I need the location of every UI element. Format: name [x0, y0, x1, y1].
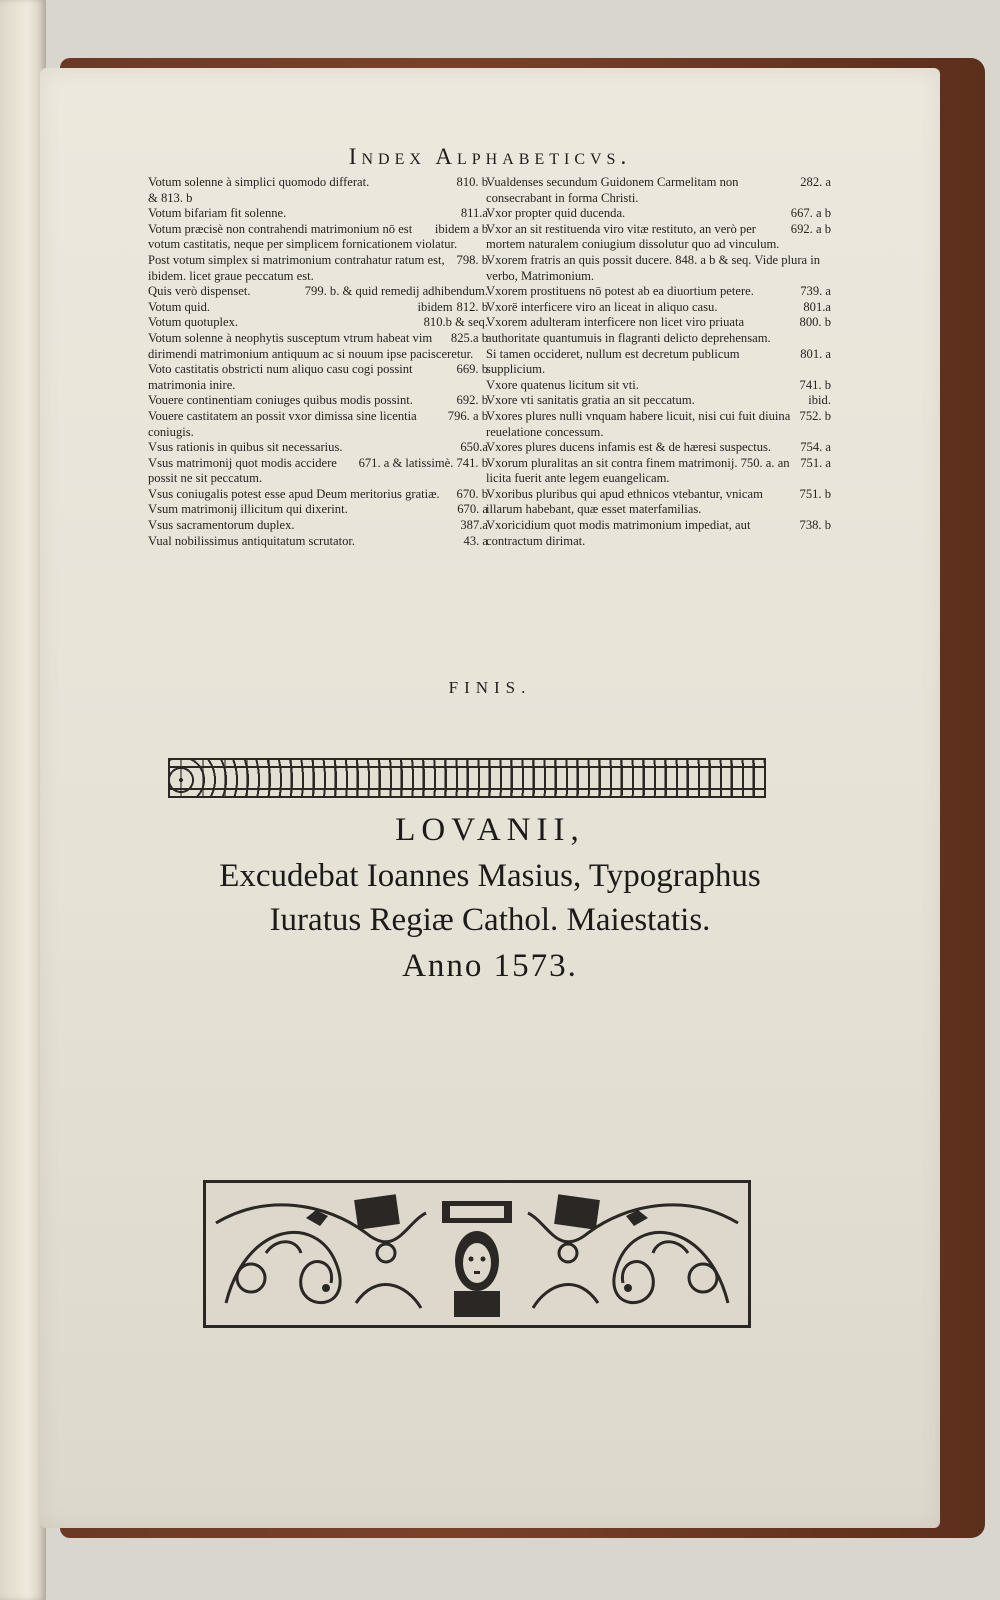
index-entry-reference: 798. b — [456, 252, 488, 267]
index-entry-text: Vxor propter quid ducenda. — [486, 206, 626, 221]
imprint-privilege: Iuratus Regiæ Cathol. Maiestatis. — [269, 902, 711, 938]
index-entry-text: Vxorem fratris an quis possit ducere. 848. a b & seq. Vide plura in verbo, Matrimonium. — [486, 252, 821, 283]
index-entry-text: Vouere continentiam coniuges quibus modis possint. — [148, 393, 413, 408]
index-entry-text: Vxoricidium quot modis matrimonium impediat, aut contractum dirimat. — [486, 518, 751, 548]
index-entry-reference: 741. b — [799, 377, 831, 392]
index-entry-text: Vxorem prostituens nō potest ab ea diuortium petere. — [486, 284, 754, 299]
index-entry-text: Vualdenses secundum Guidonem Carmelitam non consecrabant in forma Christi. — [486, 175, 739, 205]
index-entry — [148, 456, 488, 487]
index-entry — [486, 175, 831, 206]
index-entry-text: Quis verò dispenset. — [148, 284, 251, 299]
index-entry-reference: 800. b — [799, 315, 831, 330]
index-entry-text: Vxore quatenus licitum sit vti. — [486, 377, 639, 392]
index-entry — [148, 502, 488, 518]
index-entry-text: Votum bifariam fit solenne. — [148, 206, 287, 221]
index-entry-text: & 813. b — [148, 190, 193, 205]
index-entry-reference: 669. b — [456, 362, 488, 377]
index-entry-text: Vxorum pluralitas an sit contra finem matrimonij. 750. a. an licita fuerit ante legem euangelicam. — [486, 455, 790, 486]
index-entry-reference: ibidem a b — [434, 221, 488, 236]
index-entry — [486, 440, 831, 456]
index-entry-reference: 801.a — [803, 299, 831, 314]
index-entry-text: Vsus coniugalis potest esse apud Deum meritorius gratiæ. — [148, 486, 440, 501]
index-entry-text: Votum solenne à neophytis susceptum vtrum habeat vim dirimendi matrimonium antiquum ac si nouum ipse pacisceretur. — [148, 330, 474, 361]
index-entry-text: Votum quotuplex. — [148, 315, 239, 330]
index-entry — [148, 409, 488, 440]
index-entry — [148, 518, 488, 534]
index-entry — [148, 206, 488, 222]
finis-text: FINIS. — [448, 678, 532, 697]
index-entry-reference: 692. a b — [790, 221, 831, 236]
index-entry-reference: 811.a — [460, 206, 488, 221]
index-entry — [148, 393, 488, 409]
index-entry-reference: 801. a — [800, 346, 831, 361]
index-entry — [486, 487, 831, 518]
index-entry-reference: 670. a — [457, 502, 488, 517]
index-entry-reference: 282. a — [800, 175, 831, 189]
index-entry — [486, 222, 831, 253]
index-entry-reference: 799. b. & quid remedij adhibendum. — [304, 284, 488, 299]
index-entry — [148, 331, 488, 362]
index-entry — [148, 534, 488, 550]
index-entry-reference: 752. b — [799, 408, 831, 423]
index-entry-reference: 671. a & latissimè. 741. b — [358, 455, 488, 470]
index-entry-text: Vouere castitatem an possit vxor dimissa sine licentia coniugis. — [148, 408, 417, 439]
index-entry-reference: 43. a — [463, 533, 488, 548]
index-entry-text: Voto castitatis obstricti num aliquo casu cogi possint matrimonia inire. — [148, 362, 413, 392]
index-entry-reference: 692. b — [456, 393, 488, 408]
index-heading: Index Alphabeticvs. — [348, 144, 632, 169]
index-entry — [148, 253, 488, 284]
index-entry — [148, 284, 488, 300]
index-entry-text: Vxoribus pluribus qui apud ethnicos vtebantur, vnicam illarum habebant, quæ esset materfamilias. — [486, 486, 763, 517]
index-entry-text: Vxorem adulteram interficere non licet viro priuata authoritate quantumuis in flagranti delicto deprehensam. — [486, 315, 771, 345]
index-entry — [148, 362, 488, 393]
index-entry-reference: 667. a b — [790, 206, 831, 221]
index-entry-reference: 738. b — [799, 518, 831, 533]
index-entry-reference: 825.a b — [450, 330, 488, 345]
index-entry-reference: 810. b — [456, 175, 488, 189]
index-entry — [486, 300, 831, 316]
index-entry — [148, 300, 488, 316]
index-entry-reference: 751. a — [800, 455, 831, 470]
index-column-right — [486, 175, 831, 549]
index-entry-text: Vual nobilissimus antiquitatum scrutator. — [148, 533, 356, 548]
index-entry-text: Post votum simplex si matrimonium contrahatur ratum est, ibidem. licet graue peccatum est. — [148, 252, 445, 283]
index-entry — [486, 378, 831, 394]
index-entry — [486, 456, 831, 487]
index-entry — [486, 206, 831, 222]
index-entry-text: Vxor an sit restituenda viro vitæ restituto, an verò per mortem naturalem coniugium dissolutur quo ad vinculum. — [486, 221, 780, 252]
index-entry-reference: 754. a — [800, 440, 831, 455]
index-entry-reference: 650.a — [460, 440, 488, 455]
index-entry — [148, 191, 488, 207]
index-entry — [486, 518, 831, 549]
index-column-left — [148, 175, 488, 549]
index-entry-reference: 387.a — [460, 518, 488, 533]
index-entry — [148, 222, 488, 253]
index-entry — [148, 175, 488, 191]
index-entry — [148, 315, 488, 331]
index-entry-text: Vxores plures ducens infamis est & de hæresi suspectus. — [486, 440, 772, 455]
index-entry-text: Vsus sacramentorum duplex. — [148, 518, 295, 533]
index-entry-text: Votum quid. — [148, 299, 211, 314]
woodcut-ornament — [203, 1180, 751, 1328]
index-entry — [148, 487, 488, 503]
woodcut-ornament-drawing — [206, 1183, 748, 1325]
index-entry — [486, 284, 831, 300]
page-content — [40, 68, 940, 1528]
index-entry-reference: ibidem — [417, 299, 453, 314]
index-entry-reference: 810.b & seq. — [423, 315, 488, 330]
index-entry — [486, 347, 831, 378]
index-entry-text: Vxore vti sanitatis gratia an sit peccatum. — [486, 393, 695, 408]
index-entry-text: Votum solenne à simplici quomodo differat. — [148, 175, 370, 189]
imprint-printer: Excudebat Ioannes Masius, Typographus — [219, 858, 761, 894]
index-entry-text: Si tamen occideret, nullum est decretum publicum supplicium. — [486, 346, 740, 377]
index-entry — [486, 253, 831, 284]
index-entry-reference: 751. b — [799, 486, 831, 501]
index-entry-text: Votum præcisè non contrahendi matrimonium nō est votum castitatis, neque per simplicem fornicationem violatur. — [148, 221, 458, 252]
index-entry-reference: ibid. — [808, 393, 831, 408]
imprint-year: Anno 1573. — [402, 948, 578, 984]
index-entry-text: Vsus matrimonij quot modis accidere possit ne sit peccatum. — [148, 455, 337, 486]
index-entry — [486, 315, 831, 346]
book-page — [40, 68, 940, 1528]
index-entry-text: Vxorē interficere viro an liceat in aliquo casu. — [486, 299, 718, 314]
index-entry-text: Vsum matrimonij illicitum qui dixerint. — [148, 502, 348, 517]
index-entry — [486, 393, 831, 409]
index-entry-reference: 796. a b — [447, 408, 488, 423]
index-entry — [148, 440, 488, 456]
ornamental-band — [168, 758, 766, 798]
index-entry — [486, 409, 831, 440]
index-entry-reference: 812. b — [456, 299, 488, 314]
index-entry-reference: 739. a — [800, 284, 831, 299]
index-entry-reference: 670. b — [456, 486, 488, 501]
index-entry-text: Vsus rationis in quibus sit necessarius. — [148, 440, 343, 455]
index-entry-text: Vxores plures nulli vnquam habere licuit, nisi cui fuit diuina reuelatione concessum. — [486, 408, 791, 439]
imprint-city: LOVANII, — [395, 812, 585, 848]
